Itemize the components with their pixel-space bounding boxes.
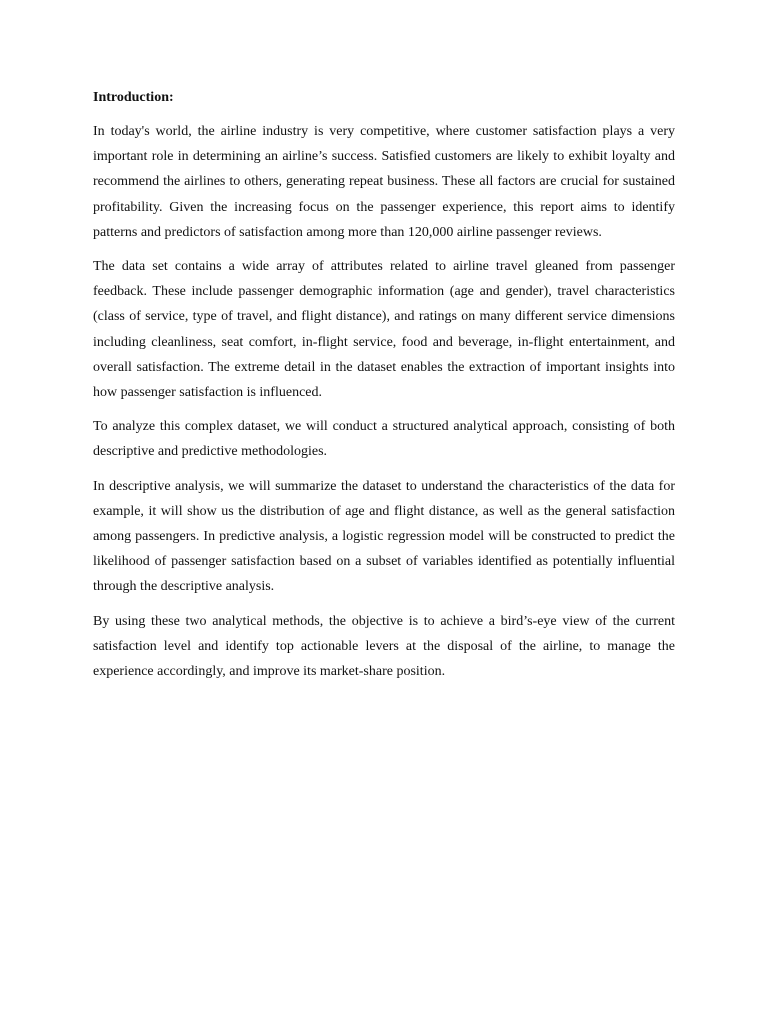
paragraph-industry-context: In today's world, the airline industry is very competitive, where customer satisfaction plays a very important role in determining an airline’s success. Satisfied customers are likely to exhibit loyalty and recommend the airlines to others, generating repeat business. These all factors are crucial for sustained profitability. Given the increasing focus on the passenger experience, this report aims to identify patterns and predictors of satisfaction among more than 120,000 airline passenger reviews. [93,124,675,240]
paragraph-objective: By using these two analytical methods, the objective is to achieve a bird’s-eye view of the current satisfaction level and identify top actionable levers at the disposal of the airline, to manage the experience accordingly, and improve its market-share position. [93,613,675,680]
section-heading: Introduction: [93,90,174,105]
paragraph-methods: In descriptive analysis, we will summarize the dataset to understand the characteristics of the data for example, it will show us the distribution of age and flight distance, as well as the general satisfaction among passengers. In predictive analysis, a logistic regression model will be constructed to predict the likelihood of passenger satisfaction based on a subset of variables identified as potentially influential through the descriptive analysis. [93,478,675,595]
paragraph-dataset-description: The data set contains a wide array of attributes related to airline travel gleaned from passenger feedback. These include passenger demographic information (age and gender), travel characteristics (class of service, type of travel, and flight distance), and ratings on many different service dimensions including cleanliness, seat comfort, in-flight service, food and beverage, in-flight entertainment, and overall satisfaction. The extreme detail in the dataset enables the extraction of important insights into how passenger satisfaction is influenced. [93,259,675,401]
paragraph-analysis-approach: To analyze this complex dataset, we will conduct a structured analytical approach, consisting of both descriptive and predictive methodologies. [93,419,675,460]
